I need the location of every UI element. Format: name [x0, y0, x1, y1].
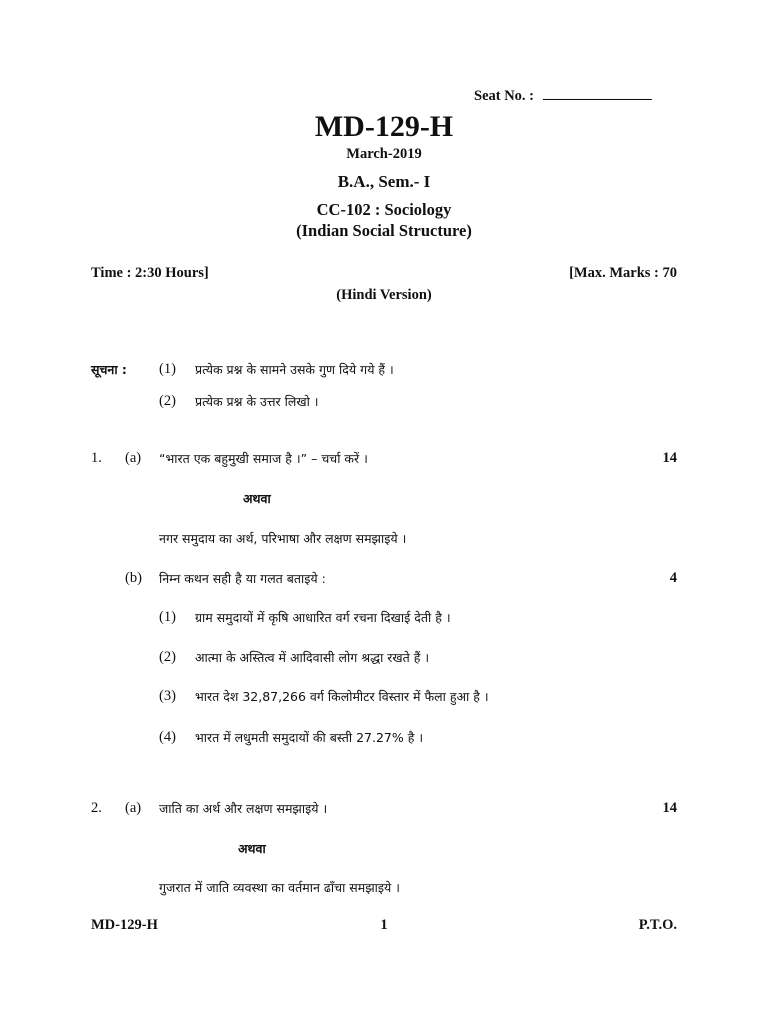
paper-code: MD-129-H — [314, 110, 454, 143]
course-name: B.A., Sem.- I — [337, 172, 431, 191]
question-text: जाति का अर्थ और लक्षण समझाइये । — [159, 801, 328, 816]
question-marks: 4 — [669, 570, 677, 586]
statement-text: आत्मा के अस्तित्व में आदिवासी लोग श्रद्धा रखते हैं । — [195, 650, 430, 665]
seat-number-label: Seat No. : — [474, 88, 535, 104]
max-marks: [Max. Marks : 70 — [569, 265, 677, 281]
question-marks: 14 — [662, 800, 677, 816]
subject-subtitle: (Indian Social Structure) — [296, 221, 472, 240]
page-number: 1 — [380, 917, 388, 933]
instruction-text: प्रत्येक प्रश्न के उत्तर लिखो । — [195, 394, 319, 409]
statement-text: ग्राम समुदायों में कृषि आधारित वर्ग रचना दिखाई देती है । — [195, 610, 451, 625]
statement-number: (1) — [159, 609, 176, 625]
question-number: 1. — [91, 450, 102, 466]
time-allowed: Time : 2:30 Hours] — [91, 265, 209, 281]
statement-number: (4) — [159, 729, 176, 745]
subject-title: CC-102 : Sociology — [316, 200, 452, 219]
statement-number: (2) — [159, 649, 176, 665]
statement-text: भारत में लधुमती समुदायों की बस्ती 27.27% है । — [195, 730, 424, 745]
or-separator: अथवा — [243, 491, 271, 506]
or-separator: अथवा — [238, 841, 266, 856]
question-marks: 14 — [662, 450, 677, 466]
question-text: “भारत एक बहुमुखी समाज है ।” – चर्चा करें । — [159, 451, 368, 466]
alternative-question-text: नगर समुदाय का अर्थ, परिभाषा और लक्षण समझाइये । — [159, 531, 407, 546]
exam-date: March-2019 — [346, 146, 422, 162]
please-turn-over: P.T.O. — [638, 917, 677, 933]
statement-number: (3) — [159, 688, 176, 704]
statement-text: भारत देश 32,87,266 वर्ग किलोमीटर विस्तार में फैला हुआ है । — [195, 689, 489, 704]
sub-question-label: (a) — [125, 450, 142, 466]
instruction-number: (2) — [159, 393, 176, 409]
instruction-text: प्रत्येक प्रश्न के सामने उसके गुण दिये गये हैं । — [195, 362, 394, 377]
alternative-question-text: गुजरात में जाति व्यवस्था का वर्तमान ढाँचा समझाइये । — [159, 880, 400, 895]
instruction-number: (1) — [159, 361, 176, 377]
question-text: निम्न कथन सही है या गलत बताइये : — [159, 571, 326, 586]
version-label: (Hindi Version) — [336, 287, 432, 303]
sub-question-label: (a) — [125, 800, 142, 816]
instructions-label: सूचना : — [91, 362, 127, 377]
question-number: 2. — [91, 800, 102, 816]
seat-number-blank: _______________ — [543, 86, 652, 102]
sub-question-label: (b) — [125, 570, 142, 586]
footer-paper-code: MD-129-H — [91, 917, 158, 933]
